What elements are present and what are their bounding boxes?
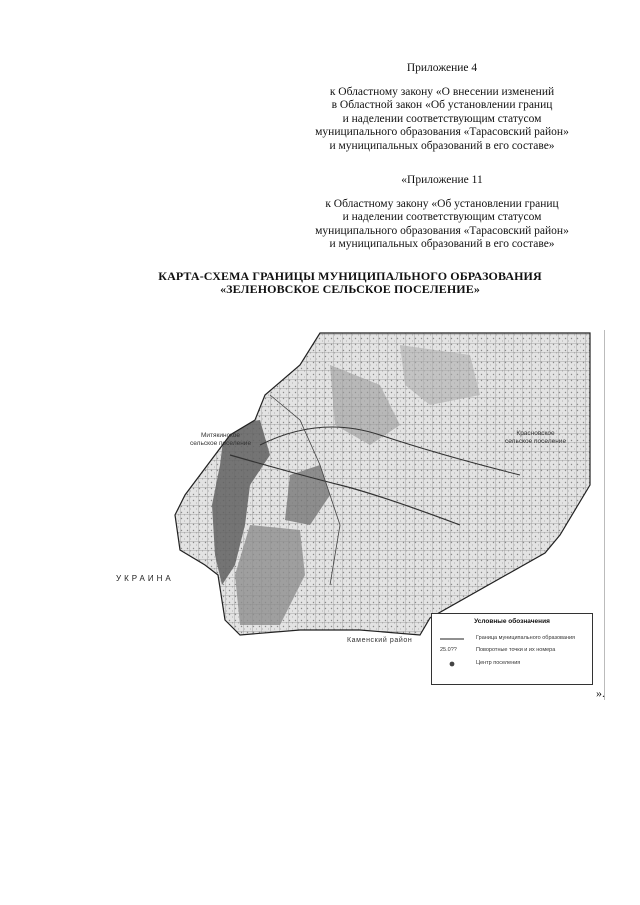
appendix-11-heading: «Приложение 11 [401, 174, 483, 186]
boundary-line-icon [440, 634, 464, 644]
settlement-center-icon [440, 659, 464, 669]
map-title-line-2: «ЗЕЛЕНОВСКОЕ СЕЛЬСКОЕ ПОСЕЛЕНИЕ» [220, 282, 480, 296]
appendix-4-header [292, 62, 592, 154]
label-krasnovskoe [505, 430, 566, 446]
label-krasnovskoe-line-2: сельское поселение [505, 438, 567, 445]
map-territory [170, 325, 600, 645]
map-title [80, 270, 620, 296]
label-mityakinskoe [190, 432, 251, 448]
appendix-11-line-1: к Областному закону «Об установлении границ [325, 197, 559, 210]
appendix-4-line-5: и муниципальных образований в его составе» [329, 139, 555, 152]
appendix-4-heading: Приложение 4 [406, 62, 478, 74]
legend-row-turning-points [438, 646, 588, 656]
legend-center-text: Центр поселения [476, 660, 521, 666]
appendix-11-line-4: и муниципальных образований в его составе» [329, 238, 555, 251]
legend-turning-points-text: Поворотные точки и их номера [476, 647, 556, 653]
appendix-11-line-3: муниципального образования «Тарасовский район» [315, 224, 569, 237]
appendix-11-header [292, 174, 592, 252]
appendix-4-line-4: муниципального образования «Тарасовский район» [315, 126, 569, 139]
legend-row-center [438, 659, 588, 669]
map-frame-line [604, 330, 605, 700]
label-krasnovskoe-line-1: Красновское [516, 430, 555, 437]
legend-boundary-text: Граница муниципального образования [476, 635, 576, 641]
appendix-4-line-1: к Областному закону «О внесении изменений [329, 85, 555, 98]
label-kamensky-district: Каменский район [347, 637, 413, 644]
turning-point-symbol: 25.0?? [440, 647, 457, 653]
closing-quote: ». [596, 686, 605, 700]
label-ukraine: УКРАИНА [116, 574, 174, 583]
label-mityakinskoe-line-2: сельское поселение [190, 440, 252, 447]
appendix-11-line-2: и наделении соответствующим статусом [342, 211, 542, 224]
legend-row-boundary [438, 634, 588, 644]
legend-title: Условные обозначения [474, 618, 550, 625]
map-title-line-1: КАРТА-СХЕМА ГРАНИЦЫ МУНИЦИПАЛЬНОГО ОБРАЗОВАНИЯ [158, 269, 542, 283]
appendix-4-line-3: и наделении соответствующим статусом [342, 112, 542, 125]
map-legend [431, 613, 593, 685]
appendix-4-line-2: в Областной закон «Об установлении границ [331, 99, 553, 112]
label-mityakinskoe-line-1: Митякинское [201, 432, 241, 439]
